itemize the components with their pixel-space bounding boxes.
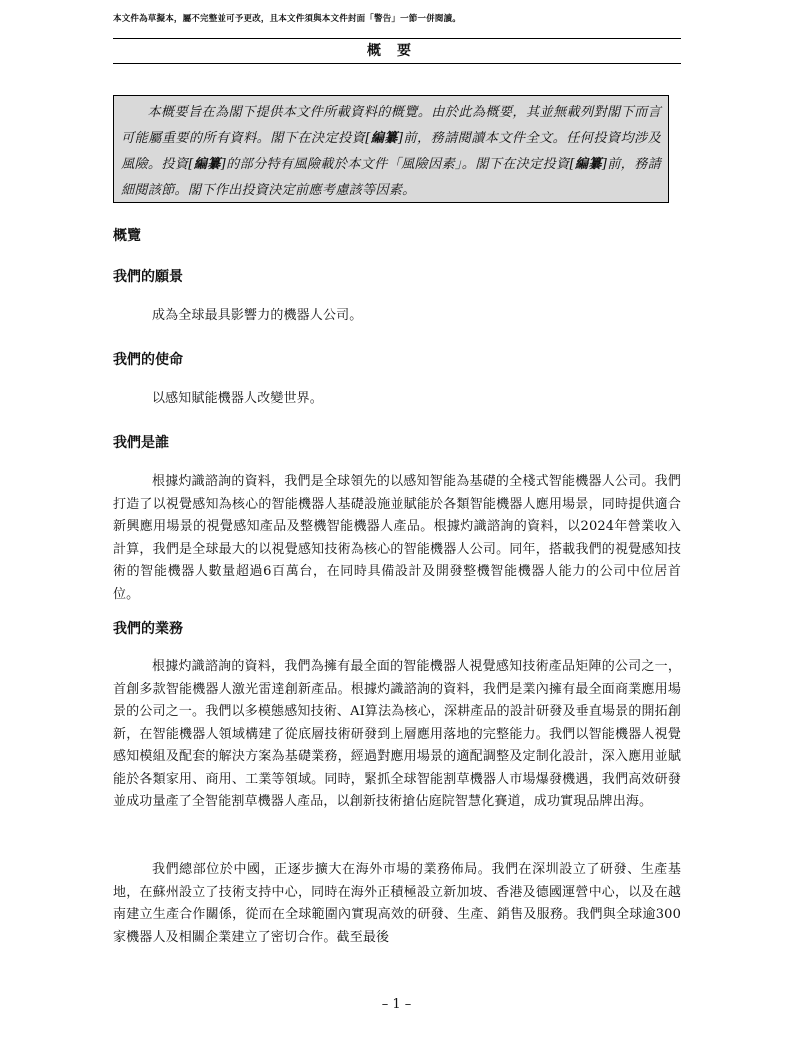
- redaction-marker: 編纂: [574, 157, 602, 172]
- mission-text: 以感知賦能機器人改變世界。: [152, 391, 323, 406]
- section-title: 概要: [113, 38, 681, 64]
- business-paragraph-2: 我們總部位於中國，正逐步擴大在海外市場的業務佈局。我們在深圳設立了研發、生產基地，在蘇州設立了技術支持中心，同時在海外正積極設立新加坡、香港及德國運營中心，以及在越南建立生產合作關係，從而在全球範圍內實現高效的研發、生產、銷售及服務。我們與全球逾300家機器人及相關企業建立了密切合作。截至最後: [113, 862, 681, 945]
- redaction-marker: 編纂: [193, 157, 221, 172]
- heading-mission: 我們的使命: [113, 352, 183, 368]
- redaction-marker: 編纂: [370, 131, 398, 146]
- draft-notice: 本文件為草擬本，屬不完整並可予更改，且本文件須與本文件封面「警告」一節一併閱讀。: [113, 14, 462, 24]
- summary-text-2: ]前，務請閱讀本文件全文。任何投資均涉及風險。投資[: [121, 131, 661, 172]
- summary-text-3: ]的部分特有風險載於本文件「風險因素」。閣下在決定投資[: [220, 157, 575, 172]
- business-paragraph-1: 根據灼識諮詢的資料，我們為擁有最全面的智能機器人視覺感知技術產品矩陣的公司之一，首創多款智能機器人激光雷達創新產品。根據灼識諮詢的資料，我們是業內擁有最全面商業應用場景的公司之一。我們以多模態感知技術、AI算法為核心，深耕產品的設計研發及垂直場景的開拓創新，在智能機器人領域構建了從底層技術研發到上層應用落地的完整能力。我們以智能機器人視覺感知模組及配套的解決方案為基礎業務，經過對應用場景的適配調整及定制化設計，深入應用並賦能於各類家用、商用、工業等領域。同時，緊抓全球智能割草機器人市場爆發機遇，我們高效研發並成功量產了全智能割草機器人產品，以創新技術搶佔庭院智慧化賽道，成功實現品牌出海。: [113, 659, 681, 809]
- heading-vision: 我們的願景: [113, 269, 183, 285]
- heading-our-business: 我們的業務: [113, 621, 183, 637]
- heading-who-we-are: 我們是誰: [113, 435, 169, 451]
- summary-text-1: 本概要旨在為閣下提供本文件所載資料的概覽。由於此為概要，其並無載列對閣下而言可能屬重要的所有資料。閣下在決定投資[: [121, 105, 661, 146]
- page-number: – 1 –: [381, 997, 412, 1012]
- heading-overview: 概覽: [113, 228, 141, 244]
- summary-box: [113, 95, 669, 203]
- vision-text: 成為全球最具影響力的機器人公司。: [152, 308, 363, 323]
- who-we-are-paragraph: 根據灼識諮詢的資料，我們是全球領先的以感知智能為基礎的全棧式智能機器人公司。我們打造了以視覺感知為核心的智能機器人基礎設施並賦能於各類智能機器人應用場景，同時提供適合新興應用場景的視覺感知產品及整機智能機器人產品。根據灼識諮詢的資料，以2024年營業收入計算，我們是全球最大的以視覺感知技術為核心的智能機器人公司。同年，搭載我們的視覺感知技術的智能機器人數量超過6百萬台，在同時具備設計及開發整機智能機器人能力的公司中位居首位。: [113, 474, 681, 602]
- summary-text-4: ]前，務請細閱該節。閣下作出投資決定前應考慮該等因素。: [121, 157, 661, 198]
